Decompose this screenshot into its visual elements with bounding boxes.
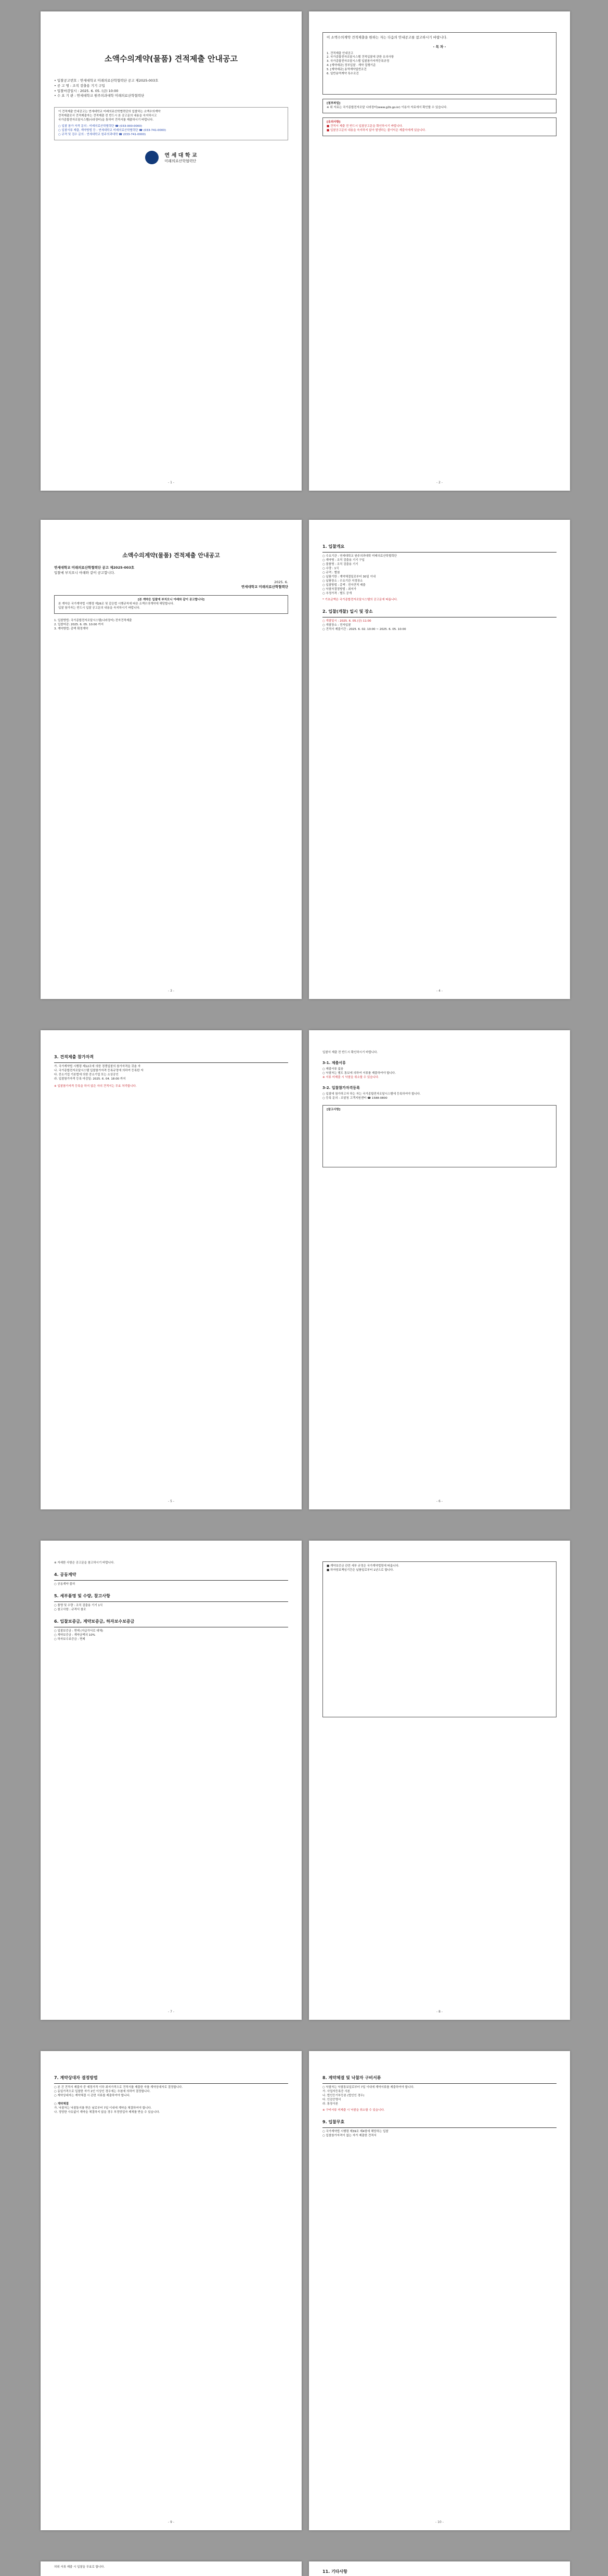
page-number: - 2 - [436,481,443,484]
invalid-item: ○ 입찰참가자격이 없는 자가 제출한 견적서 [322,2134,377,2137]
page-number: - 7 - [168,2010,174,2014]
schedule-list [322,620,557,632]
org-name: 연 세 대 학 교 [164,153,197,159]
contact-line: ○ 규격 및 검수 문의 : 연세대학교 원주의과대학 ☎ (033-741-0000) [58,133,146,136]
schedule-item: ○ 견적서 제출기간 : 2025. 6. 02. 10:00 ~ 2025. 6. 05. 10:00 [322,627,406,631]
guarantee-item: ○ 입찰보증금 : 면제 (지급각서로 대체) [54,1629,104,1633]
decision-item: ○ 계약상대자는 계약체결 시 관련 서류를 제출하여야 합니다. [54,2094,131,2097]
cover-notice [54,107,288,140]
guarantee-item: ○ 하자보수보증금 : 면제 [54,1637,85,1641]
overview-item: ○ 물품명 : 조직 검출용 기기 [322,562,358,566]
warn-line: ■ 입찰공고문의 내용을 숙지하지 않아 발생하는 불이익은 제출자에게 있습니다. [327,128,426,132]
qualification-item: 나. 국가종합전자조달시스템 입찰참가자격 등록규정에 의하여 등록한 자 [54,1069,144,1072]
contract-item: 나. 정당한 사유없이 계약을 체결하지 않을 경우 부정당업자 제재를 받을 수 있습니다. [54,2110,160,2114]
page-7 [41,1541,302,2020]
box-title: [본 계약은 입찰에 부치오니 아래와 같이 공고합니다] [137,598,205,601]
toc-title: - 목 차 - [433,44,446,49]
org-sub: 미래의료산학협력단 [164,159,197,164]
lead-text: 입찰에 부치오니 아래와 같이 공고합니다. [54,570,115,575]
page-3 [41,520,302,999]
info-box [54,595,288,614]
page-11 [41,2561,302,2576]
schedule-item: ○ 개찰일시 : 2025. 6. 05.(금) 11:00 [322,619,371,623]
overview-item: ○ 수요기관 : 연세대학교 원주의과대학 미래의료산학협력단 [322,555,397,558]
page3-title: 소액수의계약(물품) 견적제출 안내공고 [122,552,220,559]
item-line: ○ 품명 및 수량 : 조직 검출용 기기 1식 [54,1604,103,1607]
registration-item: ○ 입찰에 참가하고자 하는 자는 국가종합전자조달시스템에 등록하여야 합니다. [322,1092,421,1096]
page-5 [41,1030,302,1509]
page-6 [309,1030,570,1509]
toc-item: 4. [계약예규] 정부입찰 · 계약 집행기준 [327,64,376,68]
warning-box [322,117,557,136]
page-number: - 8 - [436,2010,443,2014]
step-item: 3. 계약방법: 총액 확정계약 [54,627,88,630]
section-heading: 2. 입찰(개찰) 일시 및 장소 [322,609,373,614]
toc-item: 5. [계약예규] 용역계약일반조건 [327,68,367,72]
toc-list [327,52,552,77]
overview-item: ○ 납품기한 : 계약체결일로부터 30일 이내 [322,575,376,579]
notice-line: 이 견적제출 안내공고는 연세대학교 미래의료산학협력단의 입찰하는 소액수의계약 [58,110,161,113]
toc-item: 2. 국가종합전자조달시스템 견적입찰에 관한 유의사항 [327,56,394,59]
qualification-item: 라. 입찰참가자격 등록 마감일: 2025. 6. 04. 18:00 까지 [54,1077,126,1081]
intro-text: 이 소액수의계약 견적제출을 원하는 자는 다음의 안내공고를 참고하시기 바랍니다. [327,35,448,40]
red-note: * 기초금액은 국가종합전자조달시스템의 공고문에 따릅니다. [322,598,398,601]
page-number: - 10 - [435,2520,444,2524]
page-9 [41,2051,302,2530]
steps [54,619,288,632]
section-heading: 1. 입찰개요 [322,544,345,549]
section-heading: 3. 견적제출 참가자격 [54,1055,94,1059]
invalid-item: ○ 국가계약법 시행령 제39조 제4항에 해당하는 입찰 [322,2130,389,2133]
items-list [54,1604,288,1612]
joint-contract-line: ○ 공동계약 불허 [54,1582,75,1586]
qualification-item: 가. 국가계약법 시행령 제12조에 의한 경쟁입찰의 참가자격을 갖춘 자 [54,1065,141,1068]
docs-item: ○ 낙찰자는 별도 통보에 의하여 서류를 제출하여야 합니다. [322,1071,396,1075]
section-heading: 7. 계약상대자 결정방법 [54,2075,98,2080]
guarantee-detail-box [322,1561,557,1717]
page-number: - 5 - [168,1500,174,1503]
warn-line: ■ 견적서 제출 전 반드시 입찰공고문을 확인하시기 바랍니다. [327,124,403,128]
documents-item: ○ 낙찰자는 낙찰통보일로부터 7일 이내에 계약서류를 제출하여야 합니다. [322,2086,415,2089]
overview-item: ○ 납품장소 : 수요기관 지정장소 [322,579,363,583]
cover-meta-line: • 입찰마감일시 : 2025. 6. 05. (금) 10:00 [54,88,119,93]
detail-line: ■ 계약보증금 관련 세부 규정은 국가계약법령에 따릅니다. [327,1565,399,1568]
step-item: 2. 입찰마감: 2025. 6. 05. 10:00 까지 [54,623,104,626]
page-number: - 9 - [168,2520,174,2524]
box-title: [참고사항] [327,1108,341,1111]
docs-list [322,1068,557,1076]
page-number: - 1 - [168,481,174,484]
red-note: ※ 서류 미제출 시 낙찰을 취소할 수 있습니다. [322,1075,379,1079]
cover-meta [54,78,288,99]
cover-title: 소액수의계약(물품) 견적제출 안내공고 [105,54,238,63]
signer: 연세대학교 미래의료산학협력단 [241,585,288,589]
overview-list [322,555,557,596]
overview-item: ○ 규격 : 별첨 [322,571,340,574]
announce-number: 연세대학교 미래의료산학협력단 공고 제2025-003호 [54,566,135,570]
registration-item: ○ 등록 문의 : 조달청 고객지원센터 ☎ 1588-0800 [322,1096,387,1100]
section-heading: 8. 계약체결 및 낙찰자 구비서류 [322,2075,381,2080]
contract-item: 가. 낙찰자는 낙찰통지를 받은 날로부터 7일 이내에 계약을 체결하여야 합니다. [54,2106,152,2110]
guarantee-list [54,1629,288,1642]
page-number: - 3 - [168,989,174,993]
page-4 [309,520,570,999]
box-line: 입찰 참가자는 반드시 입찰 공고문의 내용을 숙지하시기 바랍니다. [58,606,140,610]
subsection-heading: 3-1. 제출서류 [322,1060,346,1065]
attachments-box [322,99,557,113]
overview-item: ○ 입찰방법 : 총액 · 전자견적 제출 [322,583,366,587]
top-note: 허위 서류 제출 시 입찰을 무효로 합니다. [54,2566,105,2569]
toc-item: 1. 견적제출 안내공고 [327,51,354,55]
cover-meta-line: • 수 요 기 관 : 연세대학교 원주의과대학 미래의료산학협력단 [54,94,145,98]
section-heading: 4. 공동계약 [54,1572,76,1577]
guarantee-item: ○ 계약보증금 : 계약금액의 10% [54,1633,96,1637]
detail-line: ■ 하자담보책임기간은 납품일로부터 1년으로 합니다. [327,1568,394,1572]
overview-item: ○ 낙찰자결정방법 : 최저가 [322,587,357,591]
decision-list [54,2086,288,2098]
overview-item: ○ 추정가격 : 별도 공개 [322,592,352,595]
page-2 [309,11,570,491]
page-10 [309,2051,570,2530]
contact-line: ○ 입찰 참가 자격 문의 : 미래의료산학협력단 ☎ (033-000-0000) [58,124,143,128]
documents-item: 나. 법인등기부등본 (법인인 경우) [322,2094,365,2097]
subheading: ○ 계약체결 [54,2102,69,2106]
decision-item: ○ 동일가격으로 입찰한 자가 2인 이상인 경우에는 추첨에 의하여 결정합니다. [54,2089,151,2093]
notice-line: 국가종합전자조달시스템(나라장터)을 통하여 견적서를 제출하시기 바랍니다. [58,118,154,122]
university-logo-icon [145,151,159,164]
subsection-heading: 3-2. 입찰참가자격등록 [322,1085,360,1090]
qualification-item: 다. 중소기업 기본법에 의한 중소기업 또는 소상공인 [54,1073,119,1076]
contract-list [54,2107,288,2115]
cover-meta-line: • 공 고 명 : 조직 검출용 기기 구입 [54,83,105,88]
top-note: ※ 자세한 사항은 공고문을 참고하시기 바랍니다. [54,1561,115,1565]
attach-title: [첨부파일] [327,102,341,105]
schedule-item: ○ 개찰장소 : 전자입찰 [322,623,351,627]
invalid-list [322,2130,557,2138]
documents-item: 라. 통장사본 [322,2102,339,2106]
step-item: 1. 입찰방법: 국가종합전자조달시스템(나라장터) 전자견적제출 [54,619,132,622]
section-heading: 11. 기타사항 [322,2569,347,2574]
notice-line: 견적제출로서 견적제출자는 견적제출 전 반드시 본 공고문의 내용을 숙지하시고 [58,114,157,117]
section-heading: 5. 세부품명 및 수량, 참고사항 [54,1593,110,1598]
warn-title: [유의사항] [327,120,341,124]
documents-item: 다. 인감증명서 [322,2098,341,2101]
contact-line: ○ 입찰서류 제출, 계약방법 등 : 연세대학교 미래의료산학협력단 ☎ (033-741-0000) [58,128,166,132]
reference-box [322,1105,557,1167]
decision-item: ○ 본 건 견적서 제출자 중 예정가격 이하 최저가격으로 견적서를 제출한 자를 계약상대자로 결정합니다. [54,2086,183,2089]
announce-date: 2025. 6. [274,580,288,584]
documents-item: 가. 사업자등록증 사본 [322,2089,351,2093]
box-line: 본 계약은 국가계약법 시행령 제26조 및 같은법 시행규칙에 따른 소액수의계약에 해당합니다. [58,602,174,606]
intro-box [322,32,557,95]
top-note: 입찰서 제출 전 반드시 확인하시기 바랍니다. [322,1051,378,1054]
toc-item: 6. 일반용역계약 특수조건 [327,72,359,76]
page-number: - 4 - [436,989,443,993]
section-heading: 9. 입찰무효 [322,2119,345,2124]
overview-item: ○ 수량 : 1식 [322,567,339,570]
qualification-list [54,1065,288,1082]
overview-item: ○ 계약명 : 조직 검출용 기기 구입 [322,558,365,562]
docs-item: ○ 제출서류 없음 [322,1067,344,1071]
toc-item: 3. 국가종합전자조달시스템 입찰참가자격등록규정 [327,60,390,63]
section-heading: 6. 입찰보증금, 계약보증금, 하자보수보증금 [54,1619,135,1624]
page-12 [309,2561,570,2576]
cover-meta-line: • 입찰공고번호 : 연세대학교 미래의료산학협력단 공고 제2025-003호 [54,78,159,83]
attach-line: ※ 위 자료는 국가종합전자조달 나라장터(www.g2b.go.kr) 이용자 자료에서 확인할 수 있습니다. [327,106,448,109]
page-number: - 6 - [436,1500,443,1503]
red-note: ※ 구비서류 미제출 시 낙찰을 취소할 수 있습니다. [322,2108,385,2112]
registration-list [322,1093,557,1101]
page-1 [41,11,302,491]
cover-org [54,151,288,164]
item-line: ○ 참고사항 : 규격서 참조 [54,1608,86,1611]
documents-list [322,2086,557,2107]
red-note: ※ 입찰참가자격 등록을 하지 않은 자의 견적서는 무효 처리합니다. [54,1084,137,1088]
page-8 [309,1541,570,2020]
